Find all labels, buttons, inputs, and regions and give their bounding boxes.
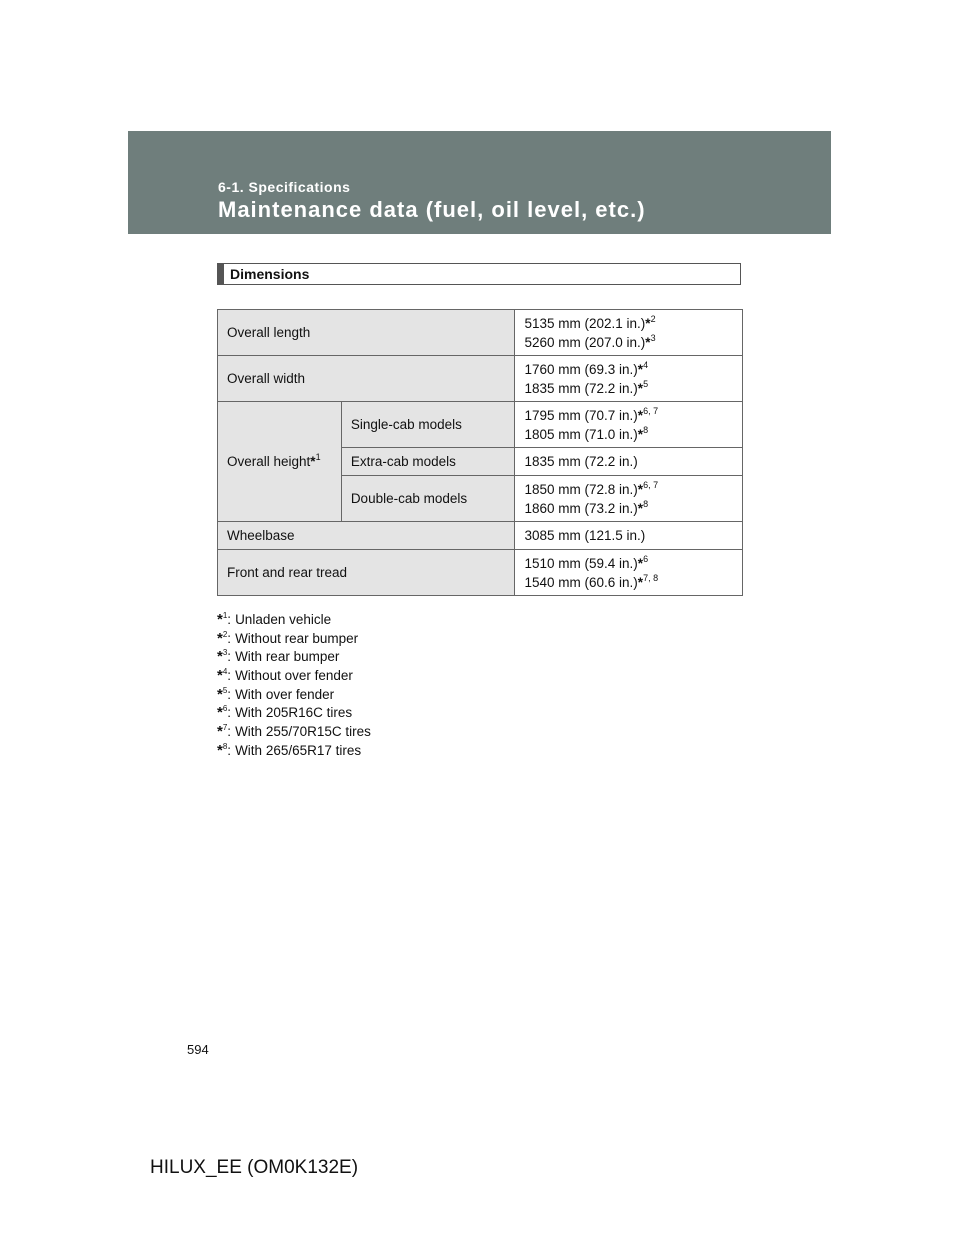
- value-line: 5135 mm (202.1 in.): [524, 315, 646, 331]
- row-label: Overall length: [218, 310, 515, 356]
- row-value: 5135 mm (202.1 in.)*$^2$ 5260 mm (207.0 in.)*$^3$: [515, 310, 743, 356]
- row-label: Overall height: [227, 454, 311, 469]
- footnote: *$^6$: With 205R16C tires: [217, 704, 353, 722]
- footnote: *$^3$: With rear bumper: [217, 648, 340, 666]
- row-value: [515, 448, 743, 476]
- value-line: 1805 mm (71.0 in.): [524, 426, 638, 442]
- footnote-ref: 6: [643, 553, 649, 564]
- value-line: 1795 mm (70.7 in.): [524, 407, 638, 423]
- subheading-label: Dimensions: [230, 266, 310, 282]
- row-label: Overall width: [218, 356, 515, 402]
- page-title: Maintenance data (fuel, oil level, etc.): [218, 197, 646, 222]
- row-value: 1510 mm (59.4 in.)*$^6$ 1540 mm (60.6 in.)*$^{7, 8}$: [515, 550, 743, 596]
- footnote-ref: 3: [650, 332, 656, 343]
- value-line: 1835 mm (72.2 in.): [524, 454, 638, 469]
- footnote-ref: 1: [315, 452, 321, 462]
- value-line: 5260 mm (207.0 in.): [524, 334, 646, 350]
- subheading-bar: [218, 264, 224, 284]
- row-value: [515, 522, 743, 550]
- footnote-ref: 8: [643, 498, 649, 509]
- footnote: *$^2$: Without rear bumper: [217, 629, 359, 647]
- table-row: [218, 522, 743, 550]
- table-row: [218, 550, 743, 596]
- value-line: 1540 mm (60.6 in.): [524, 574, 638, 590]
- footnote-ref: 6, 7: [643, 405, 659, 416]
- value-line: 1860 mm (73.2 in.): [524, 500, 638, 516]
- overall-height-label: Overall height*$^1$: [218, 402, 342, 522]
- footnote: *$^8$: With 265/65R17 tires: [217, 741, 362, 759]
- sub-row-label: Single-cab models: [341, 402, 515, 448]
- page-number: 594: [187, 1042, 209, 1057]
- footnote-ref: 6, 7: [643, 479, 659, 490]
- value-line: 1850 mm (72.8 in.): [524, 481, 638, 497]
- row-value: 1850 mm (72.8 in.)*$^{6, 7}$ 1860 mm (73.2 in.)*$^8$: [515, 476, 743, 522]
- value-line: 1760 mm (69.3 in.): [524, 361, 638, 377]
- footnote-ref: 4: [643, 359, 649, 370]
- footnote: *$^5$: With over fender: [217, 685, 335, 703]
- footer-code: HILUX_EE (OM0K132E): [150, 1157, 359, 1178]
- dimensions-subheading: [217, 263, 741, 285]
- footnote: *$^4$: Without over fender: [217, 667, 353, 685]
- footnote: *$^1$: Unladen vehicle: [217, 611, 332, 628]
- sub-row-label: Double-cab models: [341, 476, 515, 522]
- footnote: *$^7$: With 255/70R15C tires: [217, 723, 371, 741]
- dimensions-table: [217, 309, 743, 596]
- row-label: Wheelbase: [218, 522, 515, 550]
- table-row: [218, 356, 743, 402]
- footnote-ref: 5: [643, 378, 649, 389]
- value-line: 3085 mm (121.5 in.): [524, 528, 646, 543]
- table-row: [218, 402, 743, 448]
- row-label: Front and rear tread: [218, 550, 515, 596]
- sub-row-label: Extra-cab models: [341, 448, 515, 476]
- row-value: 1795 mm (70.7 in.)*$^{6, 7}$ 1805 mm (71.0 in.)*$^8$: [515, 402, 743, 448]
- section-label: 6-1. Specifications: [218, 179, 351, 195]
- row-value: 1760 mm (69.3 in.)*$^4$ 1835 mm (72.2 in.)*$^5$: [515, 356, 743, 402]
- footnote-ref: 8: [643, 424, 649, 435]
- footnote-ref: 2: [650, 313, 656, 324]
- footnote-ref: 7, 8: [643, 572, 659, 583]
- value-line: 1835 mm (72.2 in.): [524, 380, 638, 396]
- table-row: [218, 310, 743, 356]
- value-line: 1510 mm (59.4 in.): [524, 555, 638, 571]
- footnotes: [217, 611, 371, 761]
